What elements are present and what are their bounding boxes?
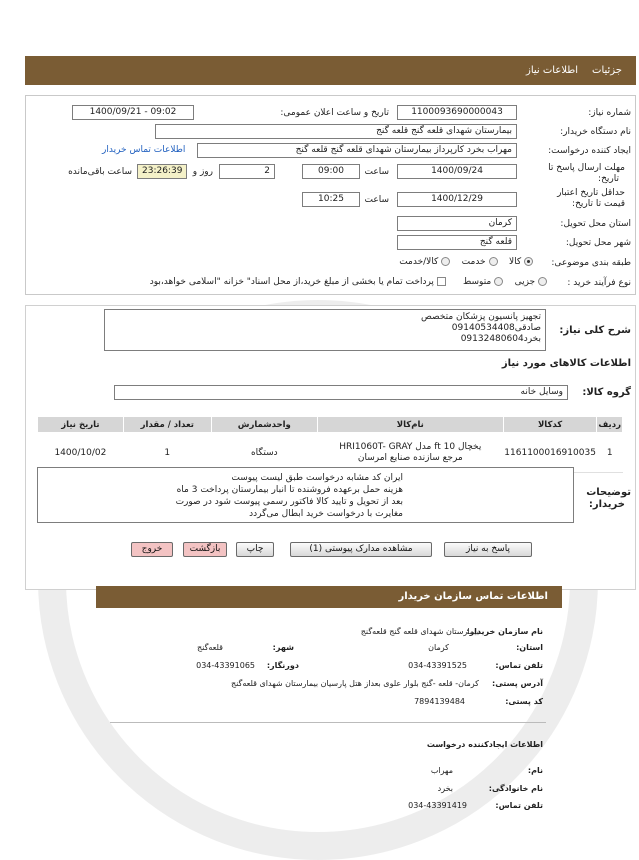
need-number-field: 1100093690000043 [397,105,517,120]
creator-phone-label: تلفن تماس: [495,801,543,810]
row-code: 1161100016910035 [503,433,597,473]
col-code: کدکالا [503,417,597,433]
creator-phone-value: 034-43391419 [408,801,467,810]
deadline-time-label: ساعت [364,167,389,177]
contact-phone-value: 034-43391525 [408,661,467,670]
notes-label-1: توضیحات [586,487,631,498]
summary-line-2: صادقی09140534408 [451,323,541,333]
contact-city-value: قلعه‌گنج [196,643,223,652]
notes-line-4: مغایرت با درخواست خرید ابطال می‌گردد [249,509,403,519]
contact-divider [110,722,546,723]
category-option-both: کالا/خدمت [399,257,439,267]
col-date: تاریخ نیاز [38,417,124,433]
col-name: نام‌کالا [317,417,503,433]
attachments-button[interactable]: مشاهده مدارک پیوستی (1) [290,542,432,557]
announce-label: تاریخ و ساعت اعلان عمومی: [280,108,389,118]
deadline-time-field: 09:00 [302,164,360,179]
contact-org-value: بیمارستان شهدای قلعه گنج قلعه‌گنج [360,627,479,636]
contact-address-value: کرمان- قلعه -گنج بلوار علوی بعداز هتل پارسیان بیمارستان شهدای قلعه‌گنج [230,679,479,688]
deadline-date-field: 1400/09/24 [397,164,517,179]
announce-field: 1400/09/21 - 09:02 [72,105,194,120]
exit-button[interactable]: خروج [131,542,173,557]
col-unit: واحدشمارش [211,417,317,433]
validity-label-1: حداقل تاریخ اعتبار [557,188,625,198]
creator-name-label: نام: [527,766,543,775]
back-button[interactable]: بازگشت [183,542,227,557]
purchase-radio-minor[interactable] [538,277,547,286]
province-label: استان محل تحویل: [560,219,631,229]
city-field: قلعه گنج [397,235,517,250]
top-nav-bar [25,56,636,85]
creator-family-label: نام خانوادگی: [488,784,543,793]
contact-postal-label: کد پستی: [505,697,543,706]
contact-postal-value: 7894139484 [414,697,465,706]
summary-line-1: تجهیز پانسیون پزشکان متخصص [421,312,541,322]
category-option-goods: کالا [508,257,522,267]
validity-date-field: 1400/12/29 [397,192,517,207]
purchase-type-label: نوع فرآیند خرید : [567,278,631,288]
purchase-options [150,277,547,287]
payment-text: پرداخت تمام یا بخشی از مبلغ خرید،از محل اسناد" خزانه "اسلامی خواهد،بود [149,277,434,287]
category-label: طبقه بندی موضوعی: [551,258,631,268]
buyer-contact-link[interactable]: اطلاعات تماس خریدار [102,145,186,155]
validity-label-2: قیمت تا تاریخ: [572,199,625,209]
buyer-org-label: نام دستگاه خریدار: [560,127,631,137]
province-field: کرمان [397,216,517,231]
contact-province-value: کرمان [428,643,449,652]
category-radio-goods[interactable] [524,257,533,266]
notes-line-2: هزینه حمل برعهده فروشنده تا انبار بیمارستان پرداخت 3 ماه [176,485,403,495]
print-button[interactable]: چاپ [236,542,274,557]
category-options [399,257,533,267]
contact-org-label: نام سازمان خریدار: [466,627,543,636]
contact-fax-value: 034-43391065 [196,661,255,670]
summary-box [104,309,546,351]
row-date: 1400/10/02 [38,433,124,473]
details-tab[interactable]: جزئیات [592,65,622,76]
need-info-tab[interactable]: اطلاعات نیاز [526,65,579,76]
notes-box [37,467,574,523]
purchase-option-medium: متوسط [462,277,492,287]
need-number-label: شماره نیاز: [588,108,631,118]
contact-title-bar: اطلاعات تماس سازمان خریدار [96,586,562,608]
row-unit: دستگاه [211,433,317,473]
contact-address-label: آدرس پستی: [492,679,543,688]
goods-table [37,416,623,473]
row-name-line-2: مرجع سازنده صنایع امرسان [357,452,463,463]
category-radio-both[interactable] [441,257,450,266]
goods-title: اطلاعات کالاهای مورد نیاز [501,358,631,369]
row-index: 1 [597,433,623,473]
row-name-line-1: یخچال 10 ft مدل HRI1060T- GRAY [339,441,482,452]
remaining-time-field: 23:26:39 [137,164,187,179]
deadline-label-2: تاریخ: [598,174,619,184]
payment-checkbox[interactable] [437,277,446,286]
category-option-service: خدمت [461,257,486,267]
creator-info-title: اطلاعات ایجادکننده درخواست [426,740,543,749]
validity-time-field: 10:25 [302,192,360,207]
contact-province-label: استان: [516,643,543,652]
creator-name-value: مهراب [430,766,453,775]
col-qty: تعداد / مقدار [123,417,211,433]
buyer-org-field: بیمارستان شهدای قلعه گنج قلعه گنج [155,124,517,139]
contact-phone-label: تلفن تماس: [495,661,543,670]
summary-label: شرح کلی نیاز: [559,325,631,336]
summary-line-3: بخرد09132480604 [460,334,541,344]
creator-family-value: بخرد [437,784,453,793]
creator-label: ایجاد کننده درخواست: [548,146,631,156]
validity-time-label: ساعت [364,195,389,205]
notes-line-1: ایران کد مشابه درخواست طبق لیست پیوست [231,473,403,483]
creator-field: مهراب بخرد کارپرداز بیمارستان شهدای قلعه گنج قلعه گنج [197,143,517,158]
category-radio-service[interactable] [489,257,498,266]
remaining-time-label: ساعت باقی‌مانده [68,167,132,177]
goods-group-label: گروه کالا: [582,387,631,398]
purchase-option-minor: جزیی [514,277,536,287]
deadline-label-1: مهلت ارسال پاسخ تا [548,163,625,173]
contact-fax-label: دورنگار: [266,661,299,670]
notes-line-3: بعد از تحویل و تایید کالا فاکتور رسمی پیوست شود در صورت [175,497,403,507]
days-field: 2 [219,164,275,179]
reply-button[interactable]: پاسخ به نیاز [444,542,532,557]
purchase-radio-medium[interactable] [494,277,503,286]
row-qty: 1 [123,433,211,473]
city-label: شهر محل تحویل: [565,238,631,248]
notes-label-2: خریدار: [588,499,625,510]
col-index: ردیف [597,417,623,433]
days-label: روز و [192,167,213,177]
contact-city-label: شهر: [272,643,294,652]
goods-group-field: وسایل خانه [114,385,568,400]
